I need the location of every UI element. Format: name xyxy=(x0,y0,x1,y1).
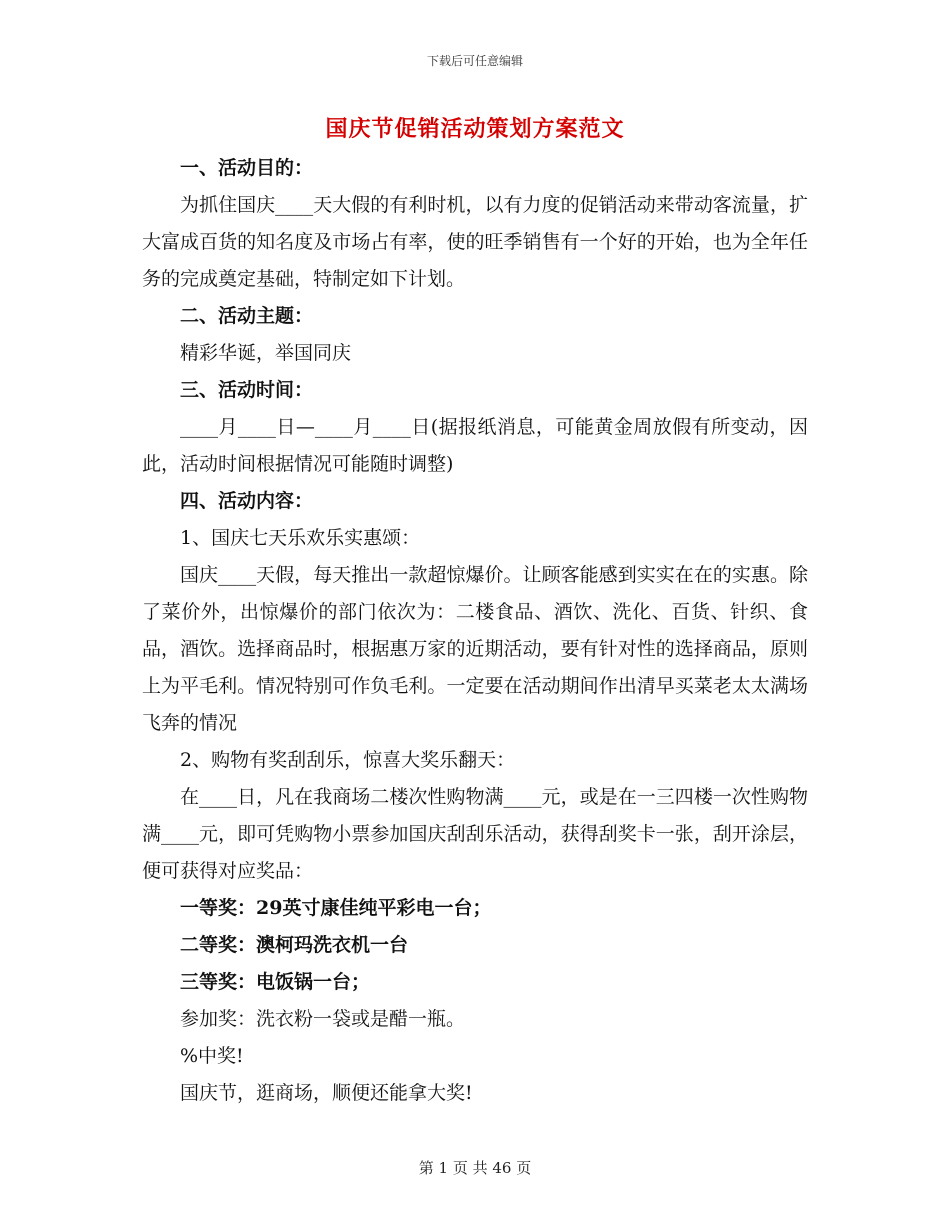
section-heading-theme: 二、活动主题： xyxy=(180,305,314,327)
prize-third: 三等奖：电饭锅一台； xyxy=(180,971,371,993)
paragraph-seven-days: 国庆____天假，每天推出一款超惊爆价。让顾客能感到实实在在的实惠。除了菜价外，出惊爆价的部门依次为：二楼食品、酒饮、洗化、百货、针织、食品，酒饮。选择商品时，根据惠万家的近期活动，要有针对性的选择商品，原则上为平毛利。情况特别可作负毛利。一定要在活动期间作出清早买菜老太太满场飞奔的情况 xyxy=(142,564,808,734)
prize-participation: 参加奖：洗衣粉一袋或是醋一瓶。 xyxy=(180,1008,466,1030)
prize-first: 一等奖：29英寸康佳纯平彩电一台； xyxy=(180,897,492,919)
page-number-footer: 第 1 页 共 46 页 xyxy=(418,1159,532,1177)
document-title: 国庆节促销活动策划方案范文 xyxy=(325,116,625,142)
subheading-scratch-card: 2、购物有奖刮刮乐，惊喜大奖乐翻天： xyxy=(180,749,516,771)
paragraph-theme: 精彩华诞，举国同庆 xyxy=(180,342,352,364)
paragraph-win-rate: %中奖! xyxy=(180,1045,244,1067)
prize-second: 二等奖：澳柯玛洗衣机一台 xyxy=(180,934,409,956)
section-heading-purpose: 一、活动目的： xyxy=(180,157,314,179)
paragraph-scratch-card: 在____日，凡在我商场二楼次性购物满____元，或是在一三四楼一次性购物满____元，即可凭购物小票参加国庆刮刮乐活动，获得刮奖卡一张，刮开涂层，便可获得对应奖品： xyxy=(142,786,808,882)
paragraph-time: ____月____日—____月____日(据报纸消息，可能黄金周放假有所变动，因此，活动时间根据情况可能随时调整) xyxy=(142,416,808,475)
section-heading-content: 四、活动内容： xyxy=(180,490,314,512)
paragraph-slogan: 国庆节，逛商场，顺便还能拿大奖! xyxy=(180,1082,473,1104)
section-heading-time: 三、活动时间： xyxy=(180,379,314,401)
document-body xyxy=(142,150,808,1112)
paragraph-purpose: 为抓住国庆____天大假的有利时机，以有力度的促销活动来带动客流量，扩大富成百货的知名度及市场占有率，使的旺季销售有一个好的开始，也为全年任务的完成奠定基础，特制定如下计划。 xyxy=(142,194,808,290)
subheading-seven-days: 1、国庆七天乐欢乐实惠颂： xyxy=(180,527,421,549)
header-note: 下载后可任意编辑 xyxy=(426,54,523,68)
